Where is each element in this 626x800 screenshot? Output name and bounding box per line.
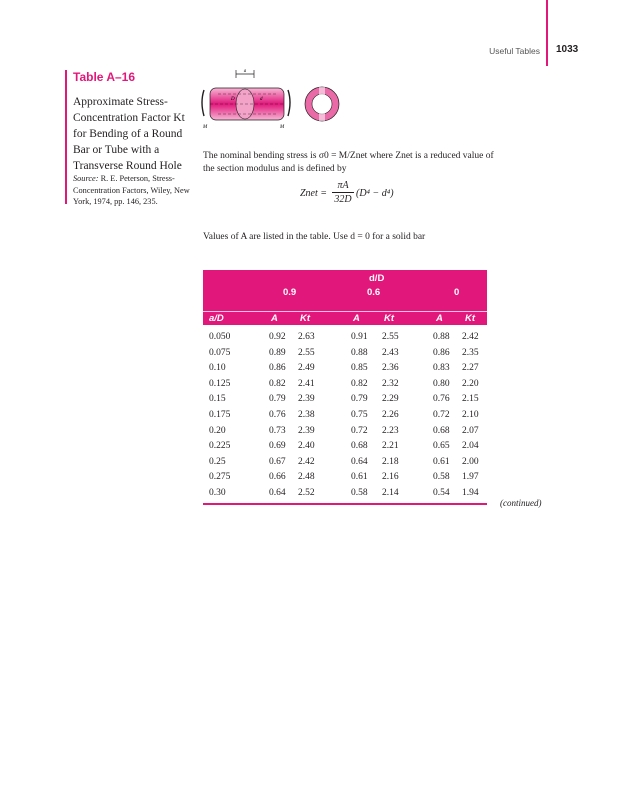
continued-note: (continued)	[500, 498, 542, 508]
cell-Kt-0-6: 2.23	[382, 425, 399, 436]
cell-Kt-0-6: 2.55	[382, 332, 399, 342]
cell-Kt-0: 2.04	[462, 441, 479, 452]
cell-a-over-D: 0.075	[209, 347, 231, 358]
cell-A-0-6: 0.91	[351, 332, 368, 342]
cell-Kt-0-6: 2.21	[382, 441, 399, 452]
cell-A-0: 0.88	[433, 332, 450, 342]
cell-Kt-0: 2.00	[462, 456, 479, 467]
cell-a-over-D: 0.20	[209, 425, 226, 436]
cell-Kt-0-9: 2.55	[298, 347, 315, 358]
cell-Kt-0-9: 2.41	[298, 378, 315, 389]
table-row	[203, 454, 487, 470]
header-ratio-0-6: 0.6	[367, 287, 381, 298]
figure-label-d: d	[260, 97, 263, 102]
cell-A-0-6: 0.61	[351, 472, 368, 483]
page-number: 1033	[556, 44, 579, 55]
col-header-Kt-2: Kt	[384, 313, 395, 324]
table-row	[203, 407, 487, 423]
col-header-Kt-3: Kt	[465, 313, 476, 324]
cell-A-0: 0.80	[433, 378, 450, 389]
col-header-A-2: A	[353, 313, 360, 324]
cell-Kt-0-6: 2.16	[382, 472, 399, 483]
cell-Kt-0-9: 2.42	[298, 456, 315, 467]
table-id: Table A–16	[73, 70, 136, 84]
equation-rhs: (D⁴ − d⁴)	[356, 188, 394, 199]
cell-A-0-9: 0.73	[269, 425, 286, 436]
stress-concentration-table	[203, 270, 487, 505]
cell-A-0-6: 0.58	[351, 487, 368, 498]
table-bottom-rule	[203, 503, 487, 505]
table-caption: Approximate Stress-Concentration Factor Kt for Bending of a Round Bar or Tube with a Transverse Round Hole	[73, 96, 185, 172]
equation-lhs: Znet =	[300, 188, 328, 199]
cell-Kt-0: 2.35	[462, 347, 479, 358]
cell-Kt-0-6: 2.43	[382, 347, 399, 358]
header-group-label: d/D	[369, 273, 385, 284]
header-rule	[546, 0, 548, 66]
cell-Kt-0-9: 2.39	[298, 394, 315, 405]
cell-A-0-6: 0.72	[351, 425, 368, 436]
cell-a-over-D: 0.15	[209, 394, 226, 405]
cell-Kt-0-9: 2.38	[298, 409, 315, 420]
table-row	[203, 345, 487, 361]
cell-A-0-9: 0.86	[269, 363, 286, 374]
cell-A-0: 0.58	[433, 472, 450, 483]
table-body	[203, 329, 487, 501]
cell-A-0: 0.61	[433, 456, 450, 467]
cell-A-0-6: 0.82	[351, 378, 368, 389]
cell-A-0: 0.86	[433, 347, 450, 358]
cell-Kt-0-6: 2.29	[382, 394, 399, 405]
cell-Kt-0-6: 2.18	[382, 456, 399, 467]
table-row	[203, 485, 487, 501]
cell-Kt-0: 2.27	[462, 363, 479, 374]
nominal-stress-description: The nominal bending stress is σ0 = M/Znet where Znet is a reduced value of the section modulus and is defined by	[203, 151, 494, 174]
running-title: Useful Tables	[489, 46, 540, 56]
cell-A-0-9: 0.64	[269, 487, 286, 498]
table-row	[203, 438, 487, 454]
cell-A-0-6: 0.79	[351, 394, 368, 405]
col-header-Kt-1: Kt	[300, 313, 311, 324]
figure-label-M-right: M	[280, 125, 285, 130]
cell-a-over-D: 0.125	[209, 378, 231, 389]
cell-A-0-6: 0.64	[351, 456, 368, 467]
cell-A-0-9: 0.92	[269, 332, 286, 342]
cell-a-over-D: 0.30	[209, 487, 226, 498]
cell-Kt-0-6: 2.26	[382, 409, 399, 420]
cell-A-0-9: 0.79	[269, 394, 286, 405]
cell-A-0-9: 0.82	[269, 378, 286, 389]
cell-A-0: 0.83	[433, 363, 450, 374]
equation-denominator: 32D	[334, 194, 352, 205]
cell-A-0-9: 0.89	[269, 347, 286, 358]
col-header-A-3: A	[436, 313, 443, 324]
cell-Kt-0: 1.94	[462, 487, 479, 498]
cell-A-0-9: 0.76	[269, 409, 286, 420]
table-note: Values of A are listed in the table. Use d = 0 for a solid bar	[203, 232, 426, 242]
cell-Kt-0: 2.20	[462, 378, 479, 389]
cell-A-0: 0.54	[433, 487, 450, 498]
cell-A-0-6: 0.68	[351, 441, 368, 452]
figure-label-D: D	[231, 97, 235, 102]
cell-A-0: 0.72	[433, 409, 450, 420]
table-row	[203, 376, 487, 392]
cell-a-over-D: 0.10	[209, 363, 226, 374]
cell-A-0-6: 0.75	[351, 409, 368, 420]
header-ratio-0-9: 0.9	[283, 287, 297, 298]
figure-label-a: a	[243, 69, 247, 74]
cell-Kt-0-9: 2.39	[298, 425, 315, 436]
cell-Kt-0: 2.15	[462, 394, 479, 405]
cell-a-over-D: 0.275	[209, 472, 231, 483]
cell-A-0: 0.65	[433, 441, 450, 452]
cell-Kt-0: 2.07	[462, 425, 479, 436]
figure-label-M-left: M	[203, 125, 208, 130]
cell-a-over-D: 0.225	[209, 441, 231, 452]
cell-a-over-D: 0.175	[209, 409, 231, 420]
table-row	[203, 423, 487, 439]
znet-equation	[300, 180, 460, 212]
cell-A-0: 0.76	[433, 394, 450, 405]
equation-fraction	[332, 180, 354, 205]
bar-with-hole-figure	[198, 66, 350, 132]
cell-Kt-0-9: 2.52	[298, 487, 315, 498]
table-header	[203, 270, 487, 325]
cell-A-0-6: 0.88	[351, 347, 368, 358]
table-row	[203, 360, 487, 376]
header-divider	[203, 311, 487, 312]
table-row	[203, 329, 487, 345]
table-row	[203, 469, 487, 485]
cell-Kt-0-6: 2.32	[382, 378, 399, 389]
cell-a-over-D: 0.25	[209, 456, 226, 467]
cell-a-over-D: 0.050	[209, 332, 231, 342]
equation-numerator: πA	[332, 180, 354, 193]
cell-Kt-0-9: 2.40	[298, 441, 315, 452]
cell-Kt-0-9: 2.63	[298, 332, 315, 342]
cell-A-0-6: 0.85	[351, 363, 368, 374]
sidebar-accent-bar	[65, 70, 67, 204]
table-source	[73, 173, 193, 208]
cell-Kt-0: 1.97	[462, 472, 479, 483]
cell-Kt-0-9: 2.49	[298, 363, 315, 374]
cell-A-0-9: 0.66	[269, 472, 286, 483]
cell-Kt-0-6: 2.36	[382, 363, 399, 374]
cell-A-0-9: 0.69	[269, 441, 286, 452]
source-label: Source:	[73, 174, 99, 183]
header-ratio-0: 0	[454, 287, 460, 298]
table-row	[203, 391, 487, 407]
cell-Kt-0: 2.42	[462, 332, 479, 342]
cell-A-0-9: 0.67	[269, 456, 286, 467]
source-text: R. E. Peterson, Stress-Concentration Factors, Wiley, New York, 1974, pp. 146, 235.	[73, 174, 190, 206]
cell-A-0: 0.68	[433, 425, 450, 436]
col-header-a-over-D: a/D	[209, 313, 224, 324]
cell-Kt-0: 2.10	[462, 409, 479, 420]
cell-Kt-0-9: 2.48	[298, 472, 315, 483]
cell-Kt-0-6: 2.14	[382, 487, 399, 498]
col-header-A-1: A	[271, 313, 278, 324]
